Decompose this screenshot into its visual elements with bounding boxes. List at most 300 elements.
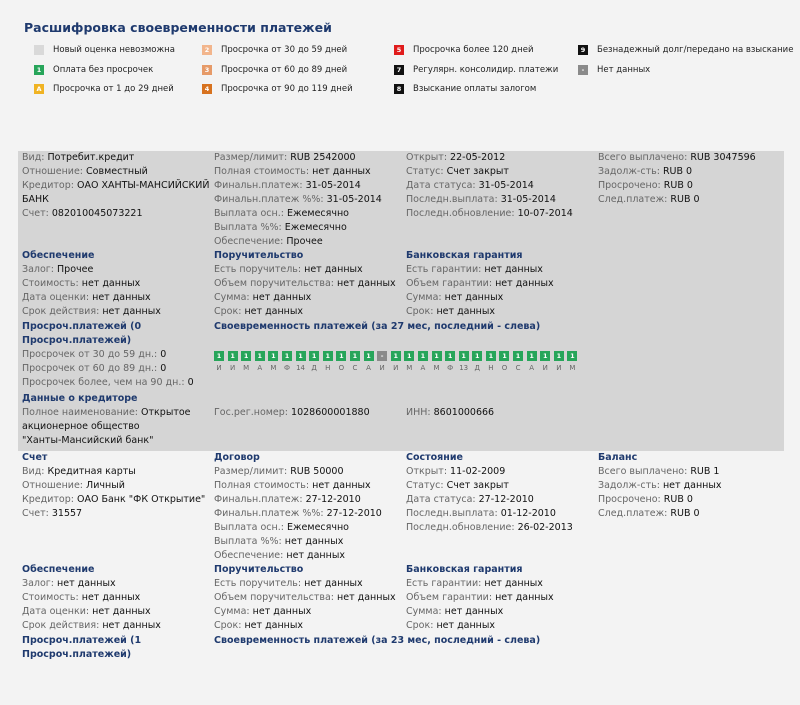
field-row bbox=[214, 165, 371, 179]
field-row bbox=[214, 605, 311, 619]
field-value: RUB 0 bbox=[662, 166, 693, 177]
field-row bbox=[214, 151, 356, 165]
field-value: нет данных bbox=[102, 620, 161, 631]
field-row bbox=[406, 507, 556, 521]
payment-status-box: 1 bbox=[214, 351, 224, 361]
payment-month-label: И bbox=[542, 364, 548, 372]
field-value: нет данных bbox=[304, 264, 363, 275]
field-row bbox=[22, 493, 205, 507]
payment-month-label: Н bbox=[325, 364, 331, 372]
legend-swatch: 5 bbox=[394, 45, 404, 55]
guarantee-header: Поручительство bbox=[214, 564, 304, 575]
field-label: Статус: bbox=[406, 480, 444, 491]
legend-item bbox=[34, 64, 153, 76]
field-row bbox=[214, 507, 382, 521]
guarantee-header: Поручительство bbox=[214, 250, 304, 261]
field-label: Вид: bbox=[22, 152, 45, 163]
field-row bbox=[406, 619, 495, 633]
legend-swatch: A bbox=[34, 84, 44, 94]
field-value: нет данных bbox=[495, 278, 554, 289]
field-label: Есть поручитель: bbox=[214, 578, 302, 589]
payment-month-label: С bbox=[352, 364, 358, 372]
field-row bbox=[22, 434, 154, 448]
payment-status-box: 1 bbox=[255, 351, 265, 361]
field-label: Последн.обновление: bbox=[406, 522, 515, 533]
field-value: нет данных bbox=[436, 620, 495, 631]
field-value: нет данных bbox=[484, 264, 543, 275]
field-value: нет данных bbox=[244, 620, 303, 631]
legend-label: Просрочка от 90 до 119 дней bbox=[221, 84, 353, 94]
payment-status-box: 1 bbox=[404, 351, 414, 361]
field-value: 22-05-2012 bbox=[450, 152, 506, 163]
field-label: Выплата %%: bbox=[214, 536, 282, 547]
account-header: Счет bbox=[22, 452, 48, 463]
field-row bbox=[214, 619, 303, 633]
legend-item bbox=[202, 83, 353, 95]
field-label: Объем гарантии: bbox=[406, 278, 493, 289]
field-label: Отношение: bbox=[22, 166, 84, 177]
payment-month-label: И bbox=[216, 364, 222, 372]
field-row bbox=[22, 465, 136, 479]
field-value: Открытое bbox=[141, 407, 191, 418]
field-value: 31-05-2014 bbox=[478, 180, 534, 191]
payment-month-label: Д bbox=[311, 364, 317, 372]
timeliness-header: Своевременность платежей (за 27 мес, последний - слева) bbox=[214, 321, 541, 332]
bank-guarantee-header: Банковская гарантия bbox=[406, 564, 523, 575]
legend-item bbox=[202, 44, 347, 56]
field-label: Срок: bbox=[406, 306, 434, 317]
field-row bbox=[214, 549, 345, 563]
legend-item bbox=[34, 44, 175, 56]
field-value: нет данных bbox=[252, 292, 312, 303]
field-value: 26-02-2013 bbox=[517, 522, 573, 533]
field-row bbox=[406, 605, 503, 619]
field-label: Размер/лимит: bbox=[214, 152, 288, 163]
field-value: RUB 0 bbox=[663, 180, 693, 191]
field-value: RUB 0 bbox=[670, 194, 700, 205]
payment-month-label: М bbox=[243, 364, 250, 372]
field-row bbox=[22, 406, 191, 420]
field-row bbox=[406, 591, 554, 605]
field-value: Совместный bbox=[86, 166, 148, 177]
field-value: 31-05-2014 bbox=[326, 194, 382, 205]
payment-month-label: Н bbox=[488, 364, 494, 372]
legend-swatch: 7 bbox=[394, 65, 404, 75]
creditor-full-name-line2: акционерное общество bbox=[22, 421, 140, 432]
field-value: 8601000666 bbox=[433, 407, 495, 418]
field-label: Дата оценки: bbox=[22, 606, 90, 617]
field-value: 31-05-2014 bbox=[305, 180, 361, 191]
payment-month-label: А bbox=[257, 364, 263, 372]
field-label: Выплата осн.: bbox=[214, 208, 284, 219]
legend-swatch: - bbox=[578, 65, 588, 75]
field-row bbox=[406, 165, 509, 179]
field-row bbox=[406, 465, 505, 479]
payment-month-label: А bbox=[420, 364, 426, 372]
field-row bbox=[406, 305, 495, 319]
field-label: Сумма: bbox=[406, 606, 442, 617]
field-label: Просрочек от 30 до 59 дн.: bbox=[22, 349, 158, 360]
payment-month-label: Д bbox=[474, 364, 481, 372]
field-row bbox=[22, 165, 148, 179]
field-row bbox=[406, 277, 554, 291]
field-row bbox=[22, 291, 151, 305]
field-label: Выплата %%: bbox=[214, 222, 282, 233]
field-row bbox=[406, 179, 534, 193]
field-label: Отношение: bbox=[22, 480, 84, 491]
payment-history bbox=[214, 351, 581, 361]
payment-month-label: О bbox=[338, 364, 345, 372]
field-row bbox=[22, 305, 161, 319]
field-value: Ежемесячно bbox=[284, 222, 347, 233]
field-label: Срок действия: bbox=[22, 620, 100, 631]
field-value: RUB 50000 bbox=[290, 466, 344, 477]
field-row bbox=[406, 263, 543, 277]
field-row bbox=[214, 305, 303, 319]
legend-label: Нет данных bbox=[597, 65, 651, 75]
field-label: Объем поручительства: bbox=[214, 278, 334, 289]
legend-label: Взыскание оплаты залогом bbox=[413, 84, 537, 94]
field-value: 1028600001880 bbox=[291, 407, 370, 418]
field-label: Залог: bbox=[22, 578, 54, 589]
payment-status-box: 1 bbox=[567, 351, 577, 361]
field-label: Дата оценки: bbox=[22, 292, 90, 303]
field-label: Кредитор: bbox=[22, 494, 74, 505]
field-row bbox=[214, 263, 363, 277]
legend-item bbox=[34, 83, 174, 95]
legend-item bbox=[202, 64, 347, 76]
field-value: 11-02-2009 bbox=[450, 466, 506, 477]
legend-item bbox=[394, 83, 536, 95]
field-label: Открыт: bbox=[406, 152, 448, 163]
field-label: Статус: bbox=[406, 166, 444, 177]
payment-month-label: М bbox=[406, 364, 413, 372]
bank-guarantee-header: Банковская гарантия bbox=[406, 250, 523, 261]
field-label: Срок действия: bbox=[22, 306, 100, 317]
field-label: Обеспечение: bbox=[214, 550, 284, 561]
field-row bbox=[214, 591, 396, 605]
payment-month-label: М bbox=[270, 364, 277, 372]
field-label: Размер/лимит: bbox=[214, 466, 288, 477]
payment-status-box: 1 bbox=[486, 351, 496, 361]
payment-status-box: - bbox=[377, 351, 387, 361]
payment-status-box: 1 bbox=[499, 351, 509, 361]
field-row bbox=[22, 577, 116, 591]
field-row bbox=[214, 406, 370, 420]
field-row bbox=[22, 151, 134, 165]
field-label: Просрочено: bbox=[598, 180, 661, 191]
field-label: Стоимость: bbox=[22, 278, 79, 289]
legend-label: Регулярн. консолидир. платежи bbox=[413, 65, 559, 75]
legend-label: Новый оценка невозможна bbox=[53, 45, 175, 55]
overdue-header-line2: Просроч.платежей) bbox=[22, 649, 132, 660]
field-value: нет данных bbox=[252, 606, 312, 617]
payment-status-box: 1 bbox=[418, 351, 428, 361]
field-label: Последн.выплата: bbox=[406, 194, 498, 205]
field-row bbox=[406, 151, 505, 165]
field-row bbox=[598, 493, 693, 507]
overdue-header-line2: Просроч.платежей) bbox=[22, 335, 132, 346]
field-row bbox=[598, 193, 700, 207]
field-row bbox=[406, 406, 494, 420]
field-label: Есть гарантии: bbox=[406, 578, 482, 589]
payment-status-box: 1 bbox=[391, 351, 401, 361]
field-value: Ежемесячно bbox=[287, 522, 349, 533]
payment-status-box: 1 bbox=[296, 351, 306, 361]
field-row bbox=[598, 507, 700, 521]
payment-status-box: 1 bbox=[336, 351, 346, 361]
field-value: RUB 1 bbox=[690, 466, 720, 477]
field-row bbox=[598, 479, 722, 493]
field-row bbox=[406, 207, 573, 221]
field-value: нет данных bbox=[304, 578, 363, 589]
field-row bbox=[214, 179, 361, 193]
payment-status-box: 1 bbox=[432, 351, 442, 361]
field-label: Срок: bbox=[214, 620, 242, 631]
field-label: Всего выплачено: bbox=[598, 466, 688, 477]
field-row bbox=[598, 465, 719, 479]
field-row bbox=[22, 362, 166, 376]
field-value: Потребит.кредит bbox=[47, 152, 135, 163]
legend-item bbox=[578, 64, 650, 76]
field-value: нет данных bbox=[444, 292, 504, 303]
payment-month-label: М bbox=[433, 364, 440, 372]
field-label: Просрочено: bbox=[598, 494, 661, 505]
field-value: нет данных bbox=[312, 166, 371, 177]
field-row bbox=[214, 221, 347, 235]
legend-title: Расшифровка своевременности платежей bbox=[24, 20, 332, 35]
field-value: 27-12-2010 bbox=[326, 508, 382, 519]
legend-swatch bbox=[34, 45, 44, 55]
field-label: Вид: bbox=[22, 466, 45, 477]
legend-label: Просрочка от 30 до 59 дней bbox=[221, 45, 348, 55]
field-row bbox=[598, 179, 693, 193]
field-value: нет данных bbox=[484, 578, 543, 589]
field-label: След.платеж: bbox=[598, 194, 668, 205]
field-value: нет данных bbox=[244, 306, 303, 317]
field-row bbox=[406, 577, 543, 591]
field-row bbox=[406, 493, 534, 507]
legend-label: Безнадежный долг/передано на взыскание bbox=[597, 45, 794, 55]
field-value: нет данных bbox=[81, 278, 141, 289]
field-value: нет данных bbox=[81, 592, 141, 603]
field-row bbox=[214, 207, 349, 221]
payment-month-label: М bbox=[569, 364, 576, 372]
payment-status-box: 1 bbox=[323, 351, 333, 361]
legend-swatch: 9 bbox=[578, 45, 588, 55]
field-value: нет данных bbox=[444, 606, 504, 617]
field-row bbox=[214, 577, 363, 591]
field-row bbox=[406, 521, 573, 535]
creditor-full-name-line3: "Ханты-Мансийский банк" bbox=[22, 435, 154, 446]
field-label: Финальн.платеж %%: bbox=[214, 508, 324, 519]
balance-header: Баланс bbox=[598, 452, 638, 463]
field-label: Срок: bbox=[214, 306, 242, 317]
field-value: нет данных bbox=[436, 306, 495, 317]
payment-month-label: 13 bbox=[459, 364, 469, 372]
field-row bbox=[214, 479, 371, 493]
field-row bbox=[214, 277, 396, 291]
field-label: Объем поручительства: bbox=[214, 592, 334, 603]
field-value: нет данных bbox=[102, 306, 161, 317]
legend-item bbox=[394, 44, 533, 56]
field-row bbox=[22, 376, 194, 390]
payment-status-box: 1 bbox=[364, 351, 374, 361]
field-value: нет данных bbox=[284, 536, 344, 547]
field-row bbox=[406, 479, 509, 493]
legend-item bbox=[394, 64, 558, 76]
legend-item bbox=[578, 44, 793, 56]
field-label: Обеспечение: bbox=[214, 236, 284, 247]
credit-record-1 bbox=[18, 151, 784, 451]
field-label: Задолж-сть: bbox=[598, 480, 660, 491]
field-label: Дата статуса: bbox=[406, 494, 476, 505]
contract-header: Договор bbox=[214, 452, 260, 463]
field-value: нет данных bbox=[662, 480, 722, 491]
field-row bbox=[214, 235, 323, 249]
payment-status-box: 1 bbox=[241, 351, 251, 361]
field-value: 0 bbox=[160, 363, 167, 374]
credit-record-2 bbox=[18, 451, 784, 705]
payment-status-box: 1 bbox=[472, 351, 482, 361]
field-row bbox=[406, 193, 556, 207]
field-label: Задолж-сть: bbox=[598, 166, 660, 177]
field-label: Залог: bbox=[22, 264, 54, 275]
field-row bbox=[22, 507, 82, 521]
field-value: Счет закрыт bbox=[446, 480, 509, 491]
field-row bbox=[214, 535, 343, 549]
field-label: Просрочек от 60 до 89 дн.: bbox=[22, 363, 158, 374]
field-label: Просрочек более, чем на 90 дн.: bbox=[22, 377, 185, 388]
payment-month-label: А bbox=[366, 364, 371, 372]
field-row bbox=[22, 263, 93, 277]
field-value: Прочее bbox=[286, 236, 323, 247]
payment-month-label: А bbox=[529, 364, 535, 372]
field-row bbox=[22, 591, 140, 605]
field-label: Есть поручитель: bbox=[214, 264, 302, 275]
payment-status-box: 1 bbox=[554, 351, 564, 361]
field-label: Дата статуса: bbox=[406, 180, 476, 191]
overdue-header: Просроч.платежей (0 bbox=[22, 321, 142, 332]
field-label: ИНН: bbox=[406, 407, 431, 418]
legend-label: Просрочка от 1 до 29 дней bbox=[53, 84, 174, 94]
field-label: Счет: bbox=[22, 508, 49, 519]
field-value: RUB 2542000 bbox=[290, 152, 356, 163]
field-label: Сумма: bbox=[406, 292, 442, 303]
field-value: нет данных bbox=[495, 592, 554, 603]
field-value: нет данных bbox=[92, 292, 151, 303]
field-row bbox=[598, 151, 756, 165]
payment-month-label: И bbox=[556, 364, 562, 372]
payment-status-box: 1 bbox=[445, 351, 455, 361]
field-label: Сумма: bbox=[214, 292, 250, 303]
field-value: нет данных bbox=[312, 480, 371, 491]
field-label: Объем гарантии: bbox=[406, 592, 493, 603]
field-label: Стоимость: bbox=[22, 592, 79, 603]
payment-status-box: 1 bbox=[540, 351, 550, 361]
field-value: Личный bbox=[86, 480, 125, 491]
security-header: Обеспечение bbox=[22, 250, 95, 261]
field-row bbox=[214, 193, 382, 207]
legend-label: Просрочка от 60 до 89 дней bbox=[221, 65, 348, 75]
state-header: Состояние bbox=[406, 452, 463, 463]
field-value: Ежемесячно bbox=[287, 208, 349, 219]
payment-status-box: 1 bbox=[350, 351, 360, 361]
field-value: Счет закрыт bbox=[446, 166, 509, 177]
field-row bbox=[22, 619, 161, 633]
payment-month-label: Ф bbox=[447, 364, 454, 372]
legend-label: Просрочка более 120 дней bbox=[413, 45, 534, 55]
legend-swatch: 1 bbox=[34, 65, 44, 75]
creditor-name-line2: БАНК bbox=[22, 194, 49, 205]
field-label: Кредитор: bbox=[22, 180, 74, 191]
legend-swatch: 2 bbox=[202, 45, 212, 55]
field-label: Срок: bbox=[406, 620, 434, 631]
field-value: 31-05-2014 bbox=[500, 194, 556, 205]
field-value: 082010045073221 bbox=[51, 208, 143, 219]
field-value: 27-12-2010 bbox=[478, 494, 534, 505]
field-label: Полная стоимость: bbox=[214, 480, 310, 491]
payment-month-label: О bbox=[501, 364, 508, 372]
field-label: Полное наименование: bbox=[22, 407, 139, 418]
field-value: Прочее bbox=[57, 264, 94, 275]
payment-status-box: 1 bbox=[268, 351, 278, 361]
field-label: Финальн.платеж: bbox=[214, 180, 303, 191]
field-value: 10-07-2014 bbox=[517, 208, 573, 219]
field-label: Есть гарантии: bbox=[406, 264, 482, 275]
field-row bbox=[214, 493, 361, 507]
field-label: Последн.выплата: bbox=[406, 508, 498, 519]
field-label: Гос.рег.номер: bbox=[214, 407, 289, 418]
field-label: Всего выплачено: bbox=[598, 152, 688, 163]
field-label: Полная стоимость: bbox=[214, 166, 310, 177]
field-value: ОАО Банк "ФК Открытие" bbox=[76, 494, 206, 505]
creditor-info-header: Данные о кредиторе bbox=[22, 393, 138, 404]
field-label: Открыт: bbox=[406, 466, 448, 477]
legend-swatch: 3 bbox=[202, 65, 212, 75]
field-value: нет данных bbox=[337, 592, 396, 603]
field-row bbox=[406, 291, 503, 305]
field-value: 0 bbox=[160, 349, 167, 360]
field-row bbox=[22, 605, 151, 619]
field-row bbox=[214, 521, 349, 535]
field-row bbox=[214, 291, 311, 305]
field-value: 01-12-2010 bbox=[500, 508, 556, 519]
field-row bbox=[22, 277, 140, 291]
field-row bbox=[22, 179, 210, 193]
field-value: RUB 0 bbox=[670, 508, 700, 519]
payment-status-box: 1 bbox=[527, 351, 537, 361]
payment-month-label: Ф bbox=[283, 364, 290, 372]
field-row bbox=[22, 420, 140, 434]
field-row bbox=[598, 165, 692, 179]
field-row bbox=[214, 465, 344, 479]
field-value: нет данных bbox=[337, 278, 396, 289]
field-value: нет данных bbox=[92, 606, 151, 617]
timeliness-header: Своевременность платежей (за 23 мес, последний - слева) bbox=[214, 635, 541, 646]
payment-status-box: 1 bbox=[459, 351, 469, 361]
payment-status-box: 1 bbox=[513, 351, 523, 361]
field-label: Финальн.платеж %%: bbox=[214, 194, 324, 205]
payment-month-label: И bbox=[393, 364, 399, 372]
security-header: Обеспечение bbox=[22, 564, 95, 575]
legend-label: Оплата без просрочек bbox=[53, 65, 154, 75]
field-value: 27-12-2010 bbox=[305, 494, 361, 505]
payment-month-label: И bbox=[379, 364, 385, 372]
field-value: ОАО ХАНТЫ-МАНСИЙСКИЙ bbox=[76, 180, 210, 191]
field-row bbox=[22, 348, 166, 362]
payment-status-box: 1 bbox=[228, 351, 238, 361]
